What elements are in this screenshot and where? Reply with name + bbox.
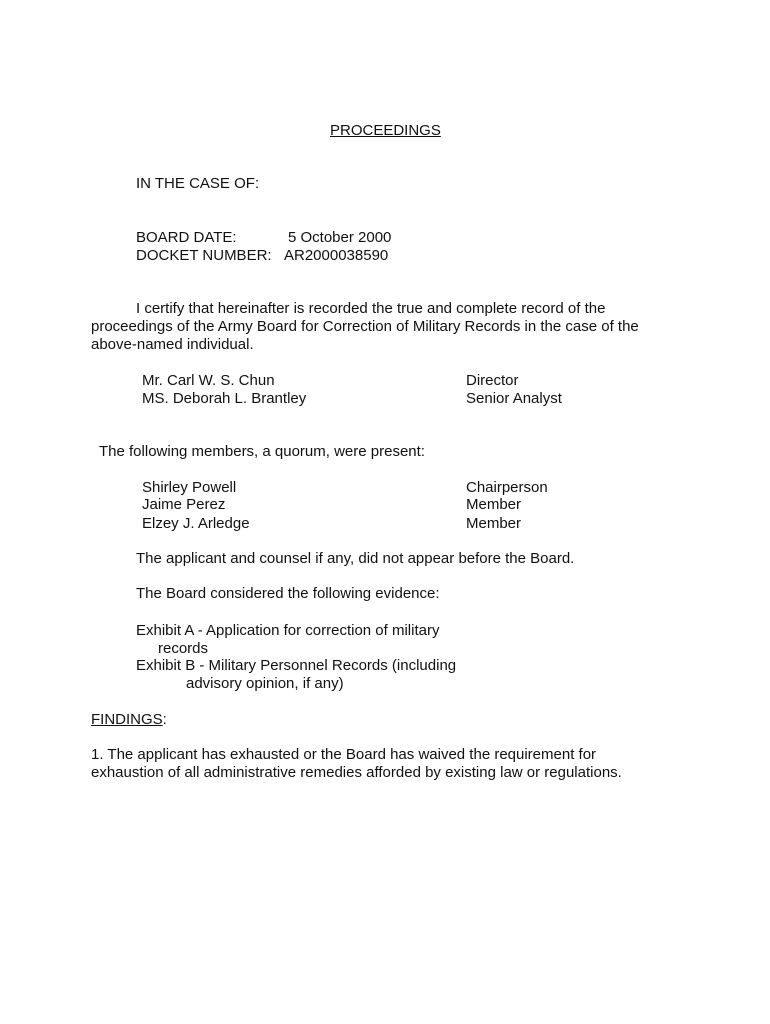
staff-name: Mr. Carl W. S. Chun (142, 372, 275, 389)
page-title: PROCEEDINGS (330, 122, 441, 139)
staff-role: Senior Analyst (466, 390, 562, 407)
finding-1-line-2: exhaustion of all administrative remedies afforded by existing law or regulations. (91, 764, 622, 781)
board-date-value: 5 October 2000 (288, 229, 392, 246)
member-role: Member (466, 496, 522, 513)
findings-heading (91, 711, 167, 729)
exhibit-a-line-1: Exhibit A - Application for correction of military (136, 622, 440, 639)
docket-number-value: AR2000038590 (284, 247, 389, 264)
member-name: Shirley Powell (142, 479, 237, 496)
certification-line-2: proceedings of the Army Board for Correction of Military Records in the case of the (91, 318, 639, 335)
findings-colon: : (162, 711, 167, 728)
certification-line-1: I certify that hereinafter is recorded the true and complete record of the (136, 300, 606, 317)
board-date-label: BOARD DATE: (136, 229, 237, 246)
member-name: Elzey J. Arledge (142, 515, 250, 532)
appearance-text: The applicant and counsel if any, did not appear before the Board. (136, 550, 575, 567)
exhibit-b-line-2: advisory opinion, if any) (186, 675, 344, 692)
certification-line-3: above-named individual. (91, 336, 254, 353)
member-role: Chairperson (466, 479, 548, 496)
exhibit-a-line-2: records (158, 640, 209, 657)
exhibit-b-line-1: Exhibit B - Military Personnel Records (including (136, 657, 457, 674)
staff-role: Director (466, 372, 519, 389)
member-name: Jaime Perez (142, 496, 226, 513)
findings-label: FINDINGS (91, 711, 163, 728)
case-heading: IN THE CASE OF: (136, 175, 260, 192)
evidence-intro: The Board considered the following evidence: (136, 585, 440, 602)
docket-number-label: DOCKET NUMBER: (136, 247, 272, 264)
finding-1-line-1: 1. The applicant has exhausted or the Board has waived the requirement for (91, 746, 597, 763)
staff-name: MS. Deborah L. Brantley (142, 390, 307, 407)
quorum-text: The following members, a quorum, were present: (99, 443, 425, 460)
member-role: Member (466, 515, 522, 532)
